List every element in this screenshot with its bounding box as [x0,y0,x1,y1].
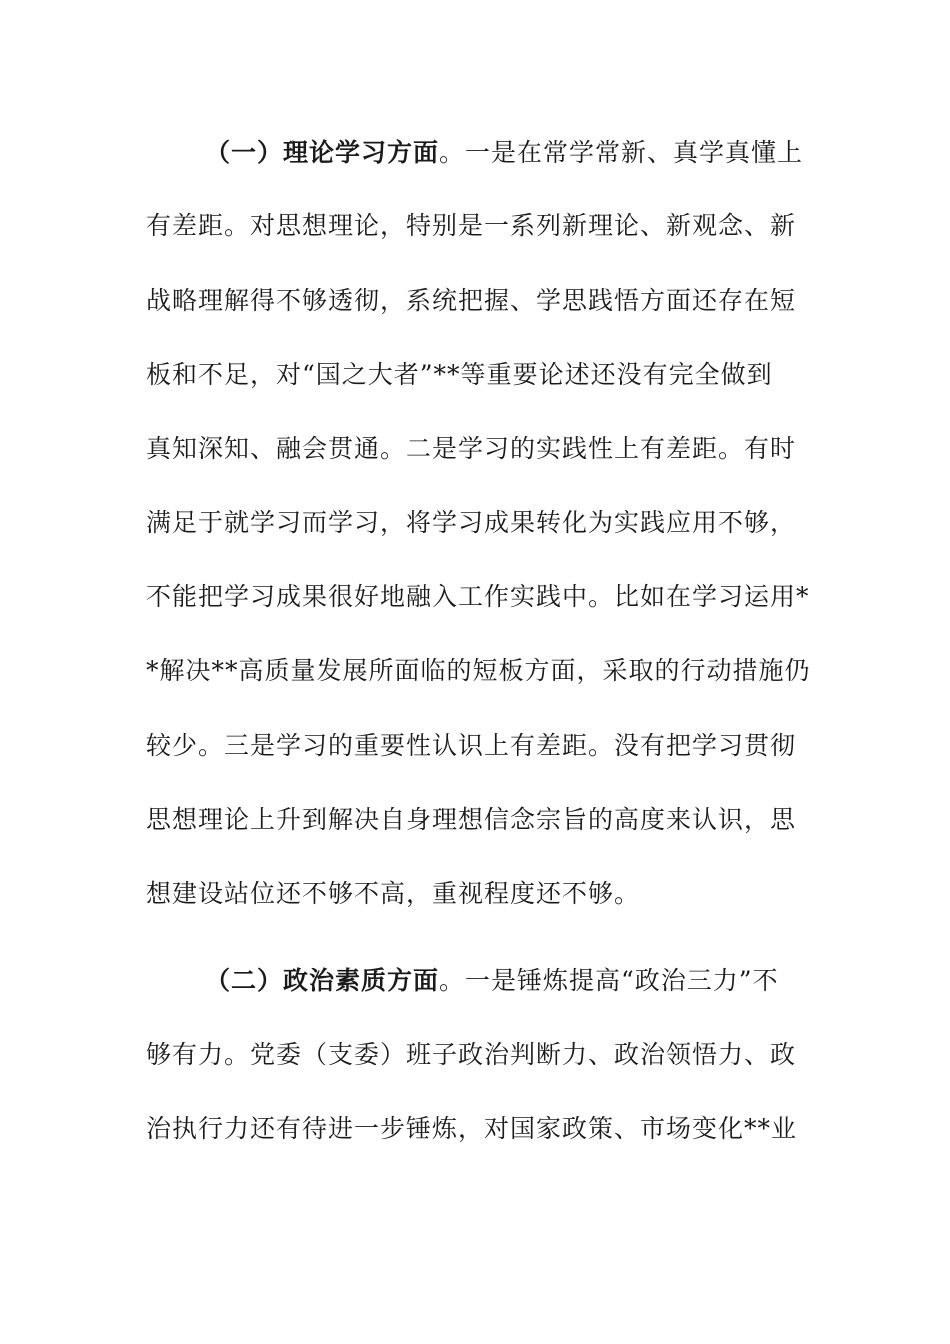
paragraph-line: 想建设站位还不够不高，重视程度还不够。 [146,879,641,908]
section-heading: （二）政治素质方面 [205,966,440,995]
paragraph-line: 思想理论上升到解决自身理想信念宗旨的高度来认识，思 [146,805,797,834]
paragraph-line: 有差距。对思想理论，特别是一系列新理论、新观念、新 [146,211,797,240]
paragraph-line: 不能把学习成果很好地融入工作实践中。比如在学习运用* [146,582,810,611]
paragraph-text: 。一是在常学常新、真学真懂上 [439,138,804,167]
paragraph-line: 够有力。党委（支委）班子政治判断力、政治领悟力、政 [146,1040,797,1069]
paragraph-line [205,133,865,173]
paragraph-line: 板和不足，对“国之大者”**等重要论述还没有完全做到 [146,360,773,389]
paragraph-line: 较少。三是学习的重要性认识上有差距。没有把学习贯彻 [146,731,797,760]
paragraph-text: 。一是锤炼提高“政治三力”不 [439,966,779,995]
paragraph-line: *解决**高质量发展所面临的短板方面，采取的行动措施仍 [146,656,811,685]
paragraph-line: 战略理解得不够透彻，系统把握、学思践悟方面还存在短 [146,286,797,315]
paragraph-line: 真知深知、融会贯通。二是学习的实践性上有差距。有时 [146,434,797,463]
paragraph-line: 治执行力还有待进一步锤炼，对国家政策、市场变化**业 [146,1114,798,1143]
paragraph-line: 满足于就学习而学习，将学习成果转化为实践应用不够， [146,508,797,537]
section-heading: （一）理论学习方面 [205,138,440,167]
paragraph-line [205,961,865,1001]
